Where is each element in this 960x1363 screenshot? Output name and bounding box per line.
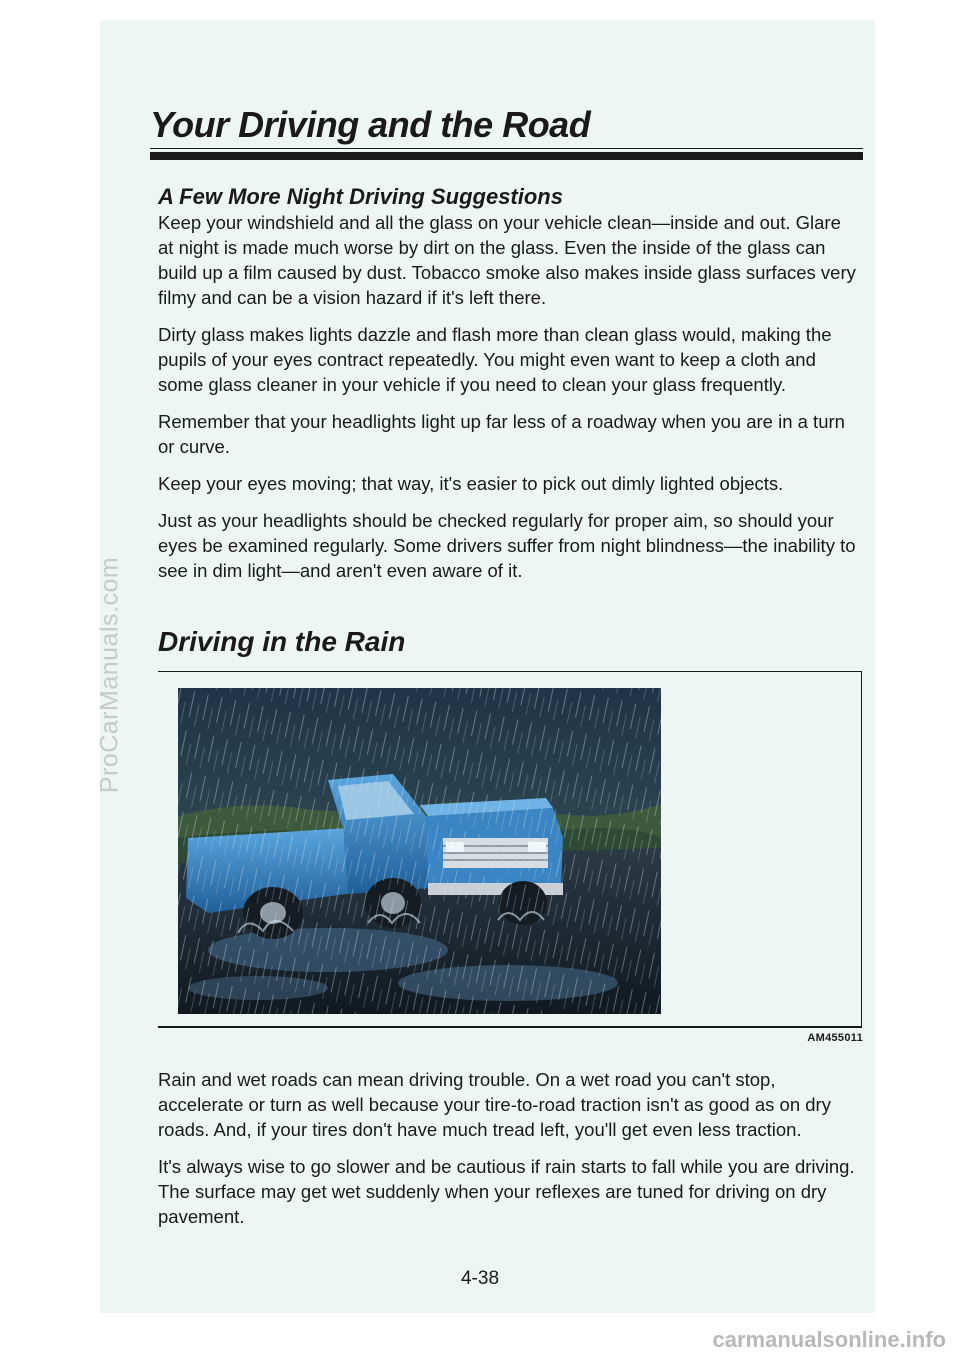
title-rule-thin — [150, 148, 863, 149]
title-rule-thick — [150, 152, 863, 160]
night-driving-text — [158, 210, 858, 595]
rain-truck-illustration — [178, 688, 661, 1014]
night-paragraph-2: Dirty glass makes lights dazzle and flash more than clean glass would, making the pupils of your eyes contract repeatedly. You might even want to keep a cloth and some glass cleaner in your vehicle if you need to clean your glass frequently. — [158, 324, 832, 395]
rain-paragraph-1: Rain and wet roads can mean driving trouble. On a wet road you can't stop, accelerate or turn as well because your tire-to-road traction isn't as good as on dry roads. And, if your tires don't have much tread left, you'll get even less traction. — [158, 1069, 831, 1140]
night-paragraph-1: Keep your windshield and all the glass on your vehicle clean—inside and out. Glare at night is made much worse by dirt on the glass. Even the inside of the glass can build up a film caused by dust. Tobacco smoke also makes inside glass surfaces very filmy and can be a vision hazard if it's left there. — [158, 212, 856, 308]
night-paragraph-4: Keep your eyes moving; that way, it's easier to pick out dimly lighted objects. — [158, 473, 784, 494]
page-number: 4-38 — [460, 1268, 500, 1289]
rain-driving-text — [158, 1067, 858, 1241]
bottom-watermark: carmanualsonline.info — [712, 1327, 946, 1352]
night-driving-heading: A Few More Night Driving Suggestions — [158, 184, 563, 209]
side-watermark: ProCarManuals.com — [95, 556, 124, 794]
night-paragraph-3: Remember that your headlights light up far less of a roadway when you are in a turn or curve. — [158, 411, 845, 457]
night-paragraph-5: Just as your headlights should be checked regularly for proper aim, so should your eyes be examined regularly. Some drivers suffer from night blindness—the inability to see in dim light—and aren't even aware of it. — [158, 510, 856, 581]
rain-section-heading: Driving in the Rain — [158, 626, 406, 657]
figure-id: AM455011 — [807, 1032, 863, 1044]
rain-paragraph-2: It's always wise to go slower and be cautious if rain starts to fall while you are driving. The surface may get wet suddenly when your reflexes are tuned for driving on dry pavement. — [158, 1156, 855, 1227]
chapter-title: Your Driving and the Road — [150, 104, 591, 145]
